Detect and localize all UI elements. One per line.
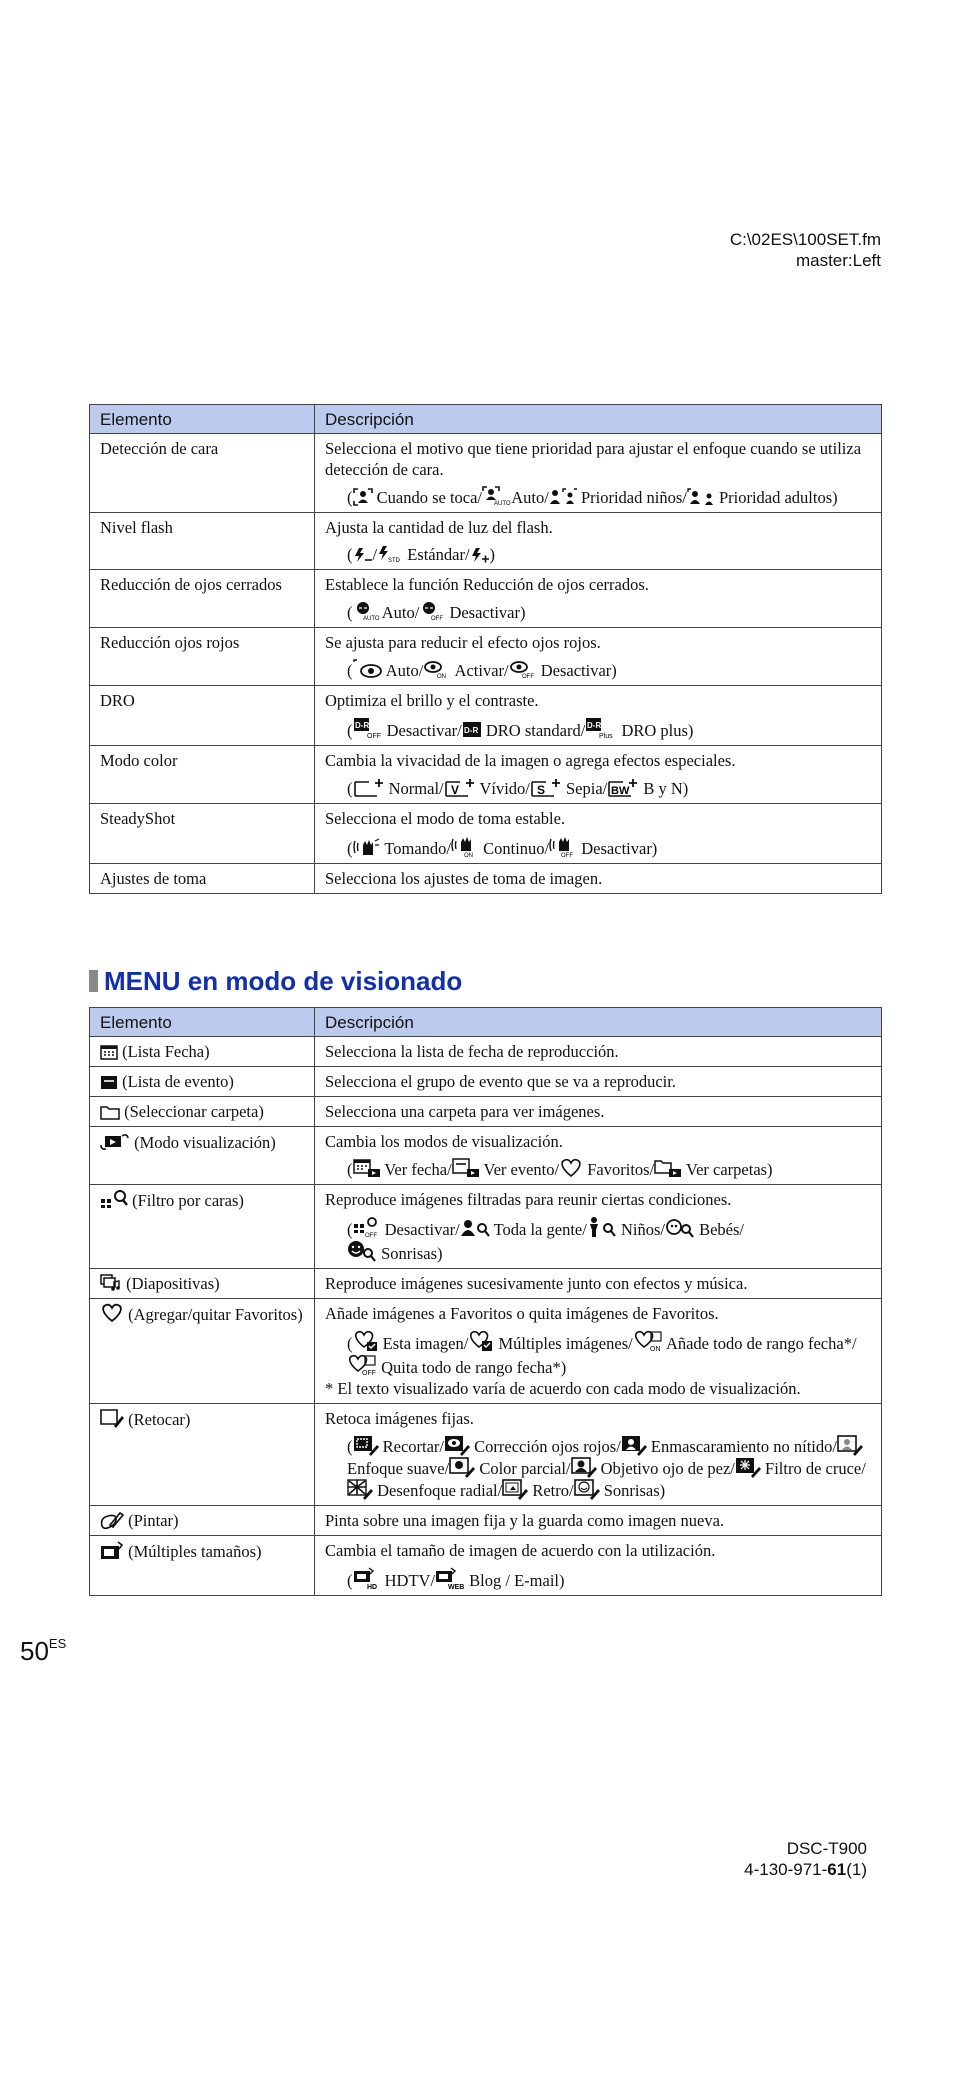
babies-icon <box>665 1218 695 1238</box>
dro-plus-icon <box>585 717 617 739</box>
option-list: ( Tomando/ ON Continuo/ OFF Desactivar) <box>347 835 871 859</box>
table-row <box>90 434 882 513</box>
view-date-icon <box>353 1158 381 1178</box>
row-description: Retoca imágenes fijas. ( Recortar/ Corrección ojos rojos/ Enmascaramiento no nítido/ Enfoque suave/ Color parcial/ Objetivo ojo de pez/ Filtro de cruce/ Desenfoque radial/ Retro/ Sonrisas) <box>315 1404 882 1506</box>
row-item: (Retocar) <box>90 1404 315 1506</box>
child-priority-icon <box>549 488 577 506</box>
svg-text:OFF: OFF <box>561 853 574 859</box>
steadyshot-off-icon <box>549 835 577 857</box>
row-description: Selecciona la lista de fecha de reproducción. <box>315 1037 882 1067</box>
fisheye-icon <box>571 1457 597 1477</box>
row-item: (Agregar/quitar Favoritos) <box>90 1299 315 1404</box>
section-heading: MENU en modo de visionado <box>89 966 462 996</box>
row-item: (Modo visualización) <box>90 1127 315 1185</box>
row-item: (Filtro por caras) <box>90 1185 315 1269</box>
row-item: (Múltiples tamaños) <box>90 1536 315 1596</box>
table-row <box>90 804 882 864</box>
view-event-icon <box>452 1158 480 1178</box>
row-item: Reducción ojos rojos <box>90 628 315 686</box>
partial-color-icon <box>449 1457 475 1477</box>
color-sepia-icon <box>530 777 562 797</box>
flash-plus-icon <box>470 547 490 563</box>
option-list: ( Recortar/ Corrección ojos rojos/ Enmascaramiento no nítido/ Enfoque suave/ Color parcial/ Objetivo ojo de pez/ Filtro de cruce/ Desenfoque radial/ Retro/ Sonrisas) <box>347 1437 866 1500</box>
row-description: Añade imágenes a Favoritos o quita imágenes de Favoritos. ( Esta imagen/ Múltiples imágenes/ ON Añade todo de rango fecha*/ OFF Quita todo de rango fecha*) * El texto visualizado varía de acuerdo con cada modo de visualización. <box>315 1299 882 1404</box>
option-list: ( Esta imagen/ Múltiples imágenes/ ON Añade todo de rango fecha*/ OFF Quita todo de rango fecha*) <box>347 1330 871 1378</box>
row-description: Selecciona el modo de toma estable. ( Tomando/ ON Continuo/ OFF Desactivar) <box>315 804 882 864</box>
table-row <box>90 570 882 628</box>
view-folder-icon <box>654 1158 682 1178</box>
touch-face-icon <box>353 488 373 506</box>
table-row <box>90 1185 882 1269</box>
blink-auto-icon <box>353 601 379 621</box>
row-description: Selecciona los ajustes de toma de imagen. <box>315 864 882 894</box>
svg-text:OFF: OFF <box>366 733 381 740</box>
table-row <box>90 1127 882 1185</box>
model-name: DSC-T900 <box>786 1839 867 1858</box>
smile-retouch-icon <box>574 1479 600 1499</box>
option-list: ( Ver fecha/ Ver evento/ Favoritos/ Ver carpetas) <box>347 1160 773 1179</box>
table-header-row <box>90 1008 882 1037</box>
row-description: Reproduce imágenes sucesivamente junto con efectos y música. <box>315 1269 882 1299</box>
row-description: Ajusta la cantidad de luz del flash. ( / STD Estándar/ ) <box>315 513 882 570</box>
row-description: Reproduce imágenes filtradas para reunir ciertas condiciones. ( OFF Desactivar/ Toda la gente/ Niños/ Bebés/ Sonrisas) <box>315 1185 882 1269</box>
table-header-row <box>90 405 882 434</box>
shooting-menu-table <box>89 404 882 894</box>
svg-text:STD: STD <box>388 558 401 564</box>
trim-icon <box>353 1435 379 1455</box>
soft-focus-icon <box>837 1435 863 1455</box>
svg-text:Plus: Plus <box>599 733 613 740</box>
row-description: Selecciona el grupo de evento que se va a reproducir. <box>315 1067 882 1097</box>
option-list: ( AUTO Auto/ OFF Desactivar) <box>347 603 526 622</box>
table-row <box>90 1037 882 1067</box>
flash-standard-icon <box>377 545 403 563</box>
option-list: ( Cuando se toca/ AUTO Auto/ Prioridad niños/ Prioridad adultos) <box>347 488 838 507</box>
option-list: ( D-R OFF Desactivar/ D-R DRO standard/ D-R Plus DRO plus) <box>347 717 871 741</box>
table-row <box>90 864 882 894</box>
row-item: DRO <box>90 686 315 746</box>
svg-text:D-R: D-R <box>463 726 478 735</box>
row-description: Cambia la vivacidad de la imagen o agrega efectos especiales. ( Normal/ V Vívido/ S Sepia/ BW B y N) <box>315 746 882 804</box>
folder-icon <box>100 1104 120 1120</box>
favorites-heart-icon <box>559 1158 583 1178</box>
svg-text:D-R: D-R <box>587 721 602 730</box>
svg-text:OFF: OFF <box>431 616 444 622</box>
event-list-icon <box>100 1074 118 1090</box>
table-row <box>90 686 882 746</box>
steadyshot-continuous-icon <box>451 835 479 857</box>
table-row <box>90 1269 882 1299</box>
retouch-icon <box>100 1408 124 1428</box>
cross-filter-icon <box>735 1457 761 1477</box>
footnote: * El texto visualizado varía de acuerdo con cada modo de visualización. <box>325 1379 801 1398</box>
dro-standard-icon <box>462 721 482 739</box>
paint-icon <box>100 1511 124 1529</box>
column-header-item: Elemento <box>90 405 315 434</box>
remove-range-fav-icon <box>347 1354 377 1376</box>
calendar-icon <box>100 1044 118 1060</box>
row-item: Modo color <box>90 746 315 804</box>
svg-text:BW: BW <box>611 785 630 797</box>
multi-resize-icon <box>100 1540 124 1560</box>
filter-off-icon <box>353 1216 381 1238</box>
row-item: (Pintar) <box>90 1506 315 1536</box>
svg-text:WEB: WEB <box>448 1584 465 1591</box>
children-icon <box>587 1216 617 1238</box>
unsharp-mask-icon <box>621 1435 647 1455</box>
row-description: Selecciona una carpeta para ver imágenes. <box>315 1097 882 1127</box>
svg-text:ON: ON <box>649 1346 661 1353</box>
row-item: (Seleccionar carpeta) <box>90 1097 315 1127</box>
svg-text:S: S <box>536 783 545 797</box>
retro-icon <box>502 1479 528 1499</box>
add-range-fav-icon <box>633 1330 663 1352</box>
row-item: Ajustes de toma <box>90 864 315 894</box>
redeye-off-icon <box>509 659 537 679</box>
option-list: ( Normal/ V Vívido/ S Sepia/ BW B y N) <box>347 779 689 798</box>
master-page: master:Left <box>795 251 881 270</box>
view-mode-icon <box>100 1131 130 1151</box>
svg-text:AUTO: AUTO <box>494 501 511 507</box>
slideshow-icon <box>100 1274 122 1292</box>
option-list: ( OFF Desactivar/ Toda la gente/ Niños/ Bebés/ Sonrisas) <box>347 1216 871 1264</box>
svg-text:OFF: OFF <box>362 1370 376 1377</box>
row-item: SteadyShot <box>90 804 315 864</box>
svg-text:OFF: OFF <box>364 1233 377 1239</box>
table-row <box>90 746 882 804</box>
row-item: (Diapositivas) <box>90 1269 315 1299</box>
option-list: ( / STD Estándar/ ) <box>347 545 496 564</box>
row-description: Cambia el tamaño de imagen de acuerdo con la utilización. ( HD HDTV/ WEB Blog / E-mail) <box>315 1536 882 1596</box>
page-number: $50^{ES}$ <box>20 1636 67 1666</box>
file-path: C:\02ES\100SET.fm <box>729 230 881 249</box>
adult-priority-icon <box>687 488 715 506</box>
row-description: Se ajusta para reducir el efecto ojos rojos. ( Auto/ ON Activar/ OFF Desactivar) <box>315 628 882 686</box>
row-description: Optimiza el brillo y el contraste. ( D-R OFF Desactivar/ D-R DRO standard/ D-R Plus DRO plus) <box>315 686 882 746</box>
table-row <box>90 628 882 686</box>
svg-text:V: V <box>450 783 459 797</box>
all-people-icon <box>460 1218 490 1238</box>
face-filter-icon <box>100 1189 128 1209</box>
face-auto-icon <box>482 486 511 507</box>
dro-off-icon <box>353 717 383 739</box>
svg-text:HD: HD <box>366 1584 377 1591</box>
redeye-auto-icon <box>353 659 383 679</box>
table-row <box>90 1299 882 1404</box>
column-header-description: Descripción <box>315 1008 882 1037</box>
color-vivid-icon <box>444 777 476 797</box>
table-row <box>90 1067 882 1097</box>
row-description: Selecciona el motivo que tiene prioridad para ajustar el enfoque cuando se utiliza detección de cara. ( Cuando se toca/ AUTO Auto/ Prioridad niños/ Prioridad adultos) <box>315 434 882 513</box>
row-item: (Lista Fecha) <box>90 1037 315 1067</box>
row-item: (Lista de evento) <box>90 1067 315 1097</box>
row-description: Pinta sobre una imagen fija y la guarda como imagen nueva. <box>315 1506 882 1536</box>
table-row <box>90 1506 882 1536</box>
table-row <box>90 1404 882 1506</box>
option-list: ( Auto/ ON Activar/ OFF Desactivar) <box>347 661 617 680</box>
blink-off-icon <box>419 601 445 621</box>
heading-bar <box>89 970 98 992</box>
row-item: Reducción de ojos cerrados <box>90 570 315 628</box>
flash-minus-icon <box>353 547 373 563</box>
row-description: Cambia los modos de visualización. ( Ver fecha/ Ver evento/ Favoritos/ Ver carpetas) <box>315 1127 882 1185</box>
column-header-description: Descripción <box>315 405 882 434</box>
hdtv-size-icon <box>353 1567 381 1589</box>
web-size-icon <box>435 1567 465 1589</box>
steadyshot-shooting-icon <box>353 837 381 857</box>
file-header <box>730 229 881 271</box>
favorite-heart-icon <box>100 1303 124 1323</box>
this-image-fav-icon <box>353 1330 379 1352</box>
redeye-correction-icon <box>444 1435 470 1455</box>
smiles-icon <box>347 1240 377 1262</box>
table-row <box>90 513 882 570</box>
document-code: 4-130-971-61(1) <box>744 1860 867 1879</box>
svg-text:ON: ON <box>437 674 447 680</box>
svg-text:ON: ON <box>464 853 473 859</box>
radial-blur-icon <box>347 1479 373 1499</box>
color-bw-icon <box>607 777 639 797</box>
option-list: ( HD HDTV/ WEB Blog / E-mail) <box>347 1567 871 1591</box>
column-header-item: Elemento <box>90 1008 315 1037</box>
multiple-images-fav-icon <box>468 1330 494 1352</box>
row-description: Establece la función Reducción de ojos cerrados. ( AUTO Auto/ OFF Desactivar) <box>315 570 882 628</box>
playback-menu-table <box>89 1007 882 1596</box>
page-footer <box>744 1838 867 1880</box>
row-item: Nivel flash <box>90 513 315 570</box>
svg-text:AUTO: AUTO <box>362 616 380 622</box>
row-item: Detección de cara <box>90 434 315 513</box>
svg-text:OFF: OFF <box>521 674 534 680</box>
color-normal-icon <box>353 777 385 797</box>
svg-text:D-R: D-R <box>354 721 369 730</box>
redeye-on-icon <box>423 659 451 679</box>
table-row <box>90 1097 882 1127</box>
table-row <box>90 1536 882 1596</box>
